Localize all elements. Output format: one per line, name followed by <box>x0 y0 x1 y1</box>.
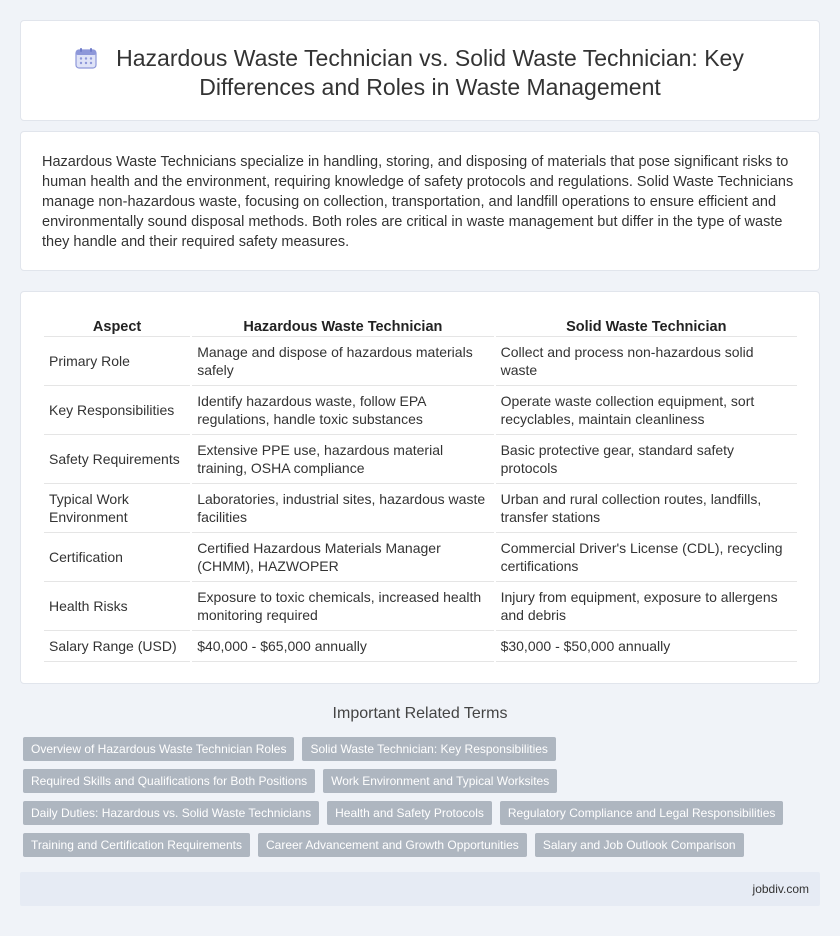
cell-hazardous: Extensive PPE use, hazardous material training, OSHA compliance <box>192 435 493 484</box>
comparison-card <box>20 291 820 684</box>
tag-row <box>23 833 793 857</box>
cell-hazardous: Identify hazardous waste, follow EPA regulations, handle toxic substances <box>192 386 493 435</box>
table-row <box>44 582 797 631</box>
cell-hazardous: $40,000 - $65,000 annually <box>192 631 493 662</box>
table-row <box>44 435 797 484</box>
header-hazardous: Hazardous Waste Technician <box>192 315 493 337</box>
related-terms-heading: Important Related Terms <box>332 705 508 722</box>
cell-aspect: Safety Requirements <box>44 435 190 484</box>
page-title: Hazardous Waste Technician vs. Solid Waste Technician: Key Differences and Roles in Waste Management <box>116 45 744 100</box>
related-term-link[interactable]: Solid Waste Technician: Key Responsibilities <box>302 737 555 761</box>
cell-solid: Operate waste collection equipment, sort recyclables, maintain cleanliness <box>496 386 797 435</box>
table-row <box>44 533 797 582</box>
related-term-link[interactable]: Required Skills and Qualifications for Both Positions <box>23 769 315 793</box>
cell-aspect: Typical Work Environment <box>44 484 190 533</box>
table-row <box>44 337 797 386</box>
related-terms-list <box>23 737 793 865</box>
intro-card <box>20 131 820 271</box>
cell-aspect: Certification <box>44 533 190 582</box>
cell-solid: $30,000 - $50,000 annually <box>496 631 797 662</box>
related-term-link[interactable]: Work Environment and Typical Worksites <box>323 769 557 793</box>
related-term-link[interactable]: Regulatory Compliance and Legal Responsibilities <box>500 801 784 825</box>
related-term-link[interactable]: Career Advancement and Growth Opportunities <box>258 833 527 857</box>
table-row <box>44 484 797 533</box>
cell-aspect: Salary Range (USD) <box>44 631 190 662</box>
cell-solid: Urban and rural collection routes, landfills, transfer stations <box>496 484 797 533</box>
cell-hazardous: Exposure to toxic chemicals, increased health monitoring required <box>192 582 493 631</box>
tag-row <box>23 801 793 825</box>
header-solid: Solid Waste Technician <box>496 315 797 337</box>
comparison-table <box>42 315 799 662</box>
header-aspect: Aspect <box>44 315 190 337</box>
cell-aspect: Health Risks <box>44 582 190 631</box>
related-term-link[interactable]: Overview of Hazardous Waste Technician Roles <box>23 737 294 761</box>
related-term-link[interactable]: Daily Duties: Hazardous vs. Solid Waste Technicians <box>23 801 319 825</box>
header-card <box>20 20 820 121</box>
related-term-link[interactable]: Health and Safety Protocols <box>327 801 492 825</box>
intro-text: Hazardous Waste Technicians specialize in handling, storing, and disposing of materials that pose significant risks to human health and the environment, requiring knowledge of safety protocols and regulations. Solid Waste Technicians manage non-hazardous waste, focusing on collection, transportation, and landfill operations to ensure efficient and environmentally sound disposal methods. Both roles are critical in waste management but differ in the type of waste they handle and their required safety measures. <box>42 154 794 250</box>
related-term-link[interactable]: Salary and Job Outlook Comparison <box>535 833 744 857</box>
cell-solid: Injury from equipment, exposure to allergens and debris <box>496 582 797 631</box>
table-row <box>44 386 797 435</box>
cell-solid: Basic protective gear, standard safety protocols <box>496 435 797 484</box>
related-term-link[interactable]: Training and Certification Requirements <box>23 833 250 857</box>
footer-site-link[interactable]: jobdiv.com <box>752 882 809 896</box>
footer <box>20 872 820 906</box>
cell-aspect: Primary Role <box>44 337 190 386</box>
table-header-row <box>44 315 797 337</box>
cell-hazardous: Manage and dispose of hazardous materials safely <box>192 337 493 386</box>
cell-solid: Commercial Driver's License (CDL), recycling certifications <box>496 533 797 582</box>
cell-hazardous: Certified Hazardous Materials Manager (CHMM), HAZWOPER <box>192 533 493 582</box>
cell-hazardous: Laboratories, industrial sites, hazardous waste facilities <box>192 484 493 533</box>
cell-solid: Collect and process non-hazardous solid waste <box>496 337 797 386</box>
table-row <box>44 631 797 662</box>
tag-row <box>23 769 793 793</box>
cell-aspect: Key Responsibilities <box>44 386 190 435</box>
tag-row <box>23 737 793 761</box>
